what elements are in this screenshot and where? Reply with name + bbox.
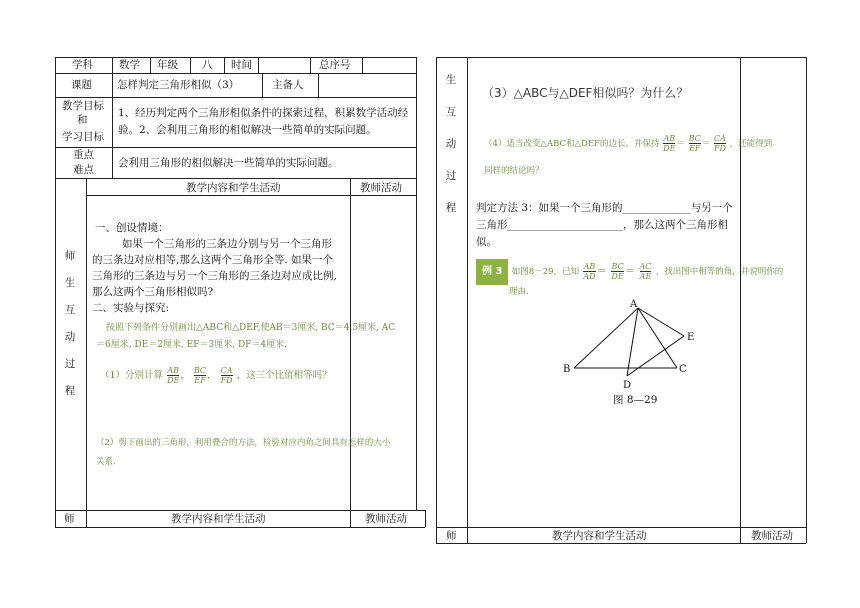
question-1-suffix: ，这三个比值相等吗？ xyxy=(236,370,332,381)
footer-side-label: 师 xyxy=(446,530,457,542)
segment-ab xyxy=(574,308,638,368)
example-prefix: 如图8－29，已知 xyxy=(511,267,580,277)
side-char: 动 xyxy=(64,331,76,343)
question-4: （4）适当改变△ABC和△DEF的边长，并保持 $\frac{AB}{DE}$ ＝ $\frac{BC}{EF}$ ＝ $\frac{CA}{FD}$ ，还能得到 xyxy=(484,134,773,153)
teacher-column-header: 教师活动 xyxy=(360,182,402,194)
goals-line-2: 验。2、会利用三角形的相似解决一些简单的实际问题。 xyxy=(118,124,377,136)
question-1-prefix: （1）分别计算 xyxy=(100,370,164,381)
fraction-ac-ae: $\frac{AC}{AE}$ xyxy=(639,261,652,281)
side-char: 生 xyxy=(445,74,457,86)
segment-ad xyxy=(627,308,638,376)
grade-value: 八 xyxy=(202,59,213,71)
question-4-line-2: 同样的结论吗？ xyxy=(484,166,544,176)
fraction-bc-ef: $\frac{BC}{EF}$ xyxy=(688,134,701,153)
sequence-label: 总序号 xyxy=(319,59,351,71)
example-line-2: 理由. xyxy=(509,287,529,297)
key-label-1: 重点 xyxy=(73,149,94,161)
point-a-label: A xyxy=(630,299,638,310)
grade-label: 年级 xyxy=(157,59,178,71)
section-1-line-4: 那么这两个三角形相似吗? xyxy=(92,286,214,298)
segment-ae xyxy=(638,308,684,336)
fraction-ab-de: $\frac{AB}{DE}$ xyxy=(663,134,676,153)
goals-label-2: 和 xyxy=(77,114,88,126)
topic-label: 课题 xyxy=(71,79,92,91)
task-line-1: 按照下列条件分别画出△ABC和△DEF,使AB＝3厘米, BC＝4.5厘米, AC xyxy=(106,323,396,333)
left-side-label xyxy=(60,248,80,410)
key-label-2: 难点 xyxy=(73,164,94,176)
topic-value: 怎样判定三角形相似（3） xyxy=(117,79,240,91)
fraction-ca-fd: $\frac{CA}{FD}$ xyxy=(220,366,233,385)
side-char: 互 xyxy=(64,304,76,316)
side-char: 过 xyxy=(445,170,457,182)
goals-line-1: 1、经历判定两个三角形相似条件的探索过程，积累数学活动经 xyxy=(118,107,409,119)
section-1-line-2: 的三条边对应相等,那么这两个三角形全等. 如果一个 xyxy=(92,254,334,266)
side-char: 程 xyxy=(445,202,457,214)
side-char: 程 xyxy=(64,385,76,397)
section-2-title: 二、实验与探究: xyxy=(92,302,170,314)
subject-value: 数学 xyxy=(119,59,140,71)
side-char: 互 xyxy=(445,106,457,118)
question-2-line-1: （2）剪下画出的三角形，利用叠合的方法，检验对应内角之间具有怎样的大小 xyxy=(96,438,391,448)
fraction-ca-fd: $\frac{CA}{FD}$ xyxy=(713,134,726,153)
segment-de xyxy=(627,336,684,376)
subject-label: 学科 xyxy=(72,59,93,71)
question-1: （1）分别计算 $\frac{AB}{DE}$ ， $\frac{BC}{EF}$ ， $\frac{CA}{FD}$ ，这三个比值相等吗？ xyxy=(100,366,332,385)
question-4-suffix: ，还能得到 xyxy=(729,139,773,149)
task-line-2: ＝6厘米, DE＝2厘米, EF＝3厘米, DF＝4厘米. xyxy=(96,340,287,350)
goals-label-3: 学习目标 xyxy=(62,131,104,143)
footer-teacher-header: 教师活动 xyxy=(365,513,407,525)
side-char: 生 xyxy=(64,277,76,289)
point-e-label: E xyxy=(687,332,695,343)
point-d-label: D xyxy=(623,380,632,390)
method-line-1: 判定方法 3：如果一个三角形的_____________与另一个 xyxy=(476,202,733,214)
right-side-label xyxy=(441,72,461,232)
point-b-label: B xyxy=(563,364,571,375)
question-4-prefix: （4）适当改变△ABC和△DEF的边长，并保持 xyxy=(484,139,660,149)
question-3: （3）△ABC与△DEF相似吗？为什么？ xyxy=(482,86,689,100)
footer-content-header: 教学内容和学生活动 xyxy=(171,513,266,525)
side-char: 动 xyxy=(445,138,457,150)
fraction-bc-ef: $\frac{BC}{EF}$ xyxy=(193,366,207,385)
question-2-line-2: 关系. xyxy=(96,457,116,467)
example-3: 例 3 如图8－29，已知 $\frac{AB}{AD}$ ＝ $\frac{BC}{DE}$ ＝ $\frac{AC}{AE}$ ，找出图中相等的角，并说明你的 xyxy=(476,259,783,285)
method-line-2: 三角形______________________，那么这两个三角形相 xyxy=(476,219,728,231)
triangle-figure xyxy=(560,298,710,390)
example-suffix: ，找出图中相等的角，并说明你的 xyxy=(655,267,784,277)
figure-caption: 图 8—29 xyxy=(613,394,658,406)
point-c-label: C xyxy=(679,364,687,375)
side-char: 过 xyxy=(64,358,76,370)
side-char: 师 xyxy=(64,250,76,262)
fraction-ab-de: $\frac{AB}{DE}$ xyxy=(167,366,180,385)
section-1-line-1: 如果一个三角形的三条边分别与另一个三角形 xyxy=(122,238,332,250)
example-badge: 例 3 xyxy=(476,259,508,285)
method-line-3: 似。 xyxy=(476,236,497,248)
goals-label-1: 教学目标 xyxy=(62,100,104,112)
fraction-bc-de: $\frac{BC}{DE}$ xyxy=(611,261,624,281)
section-1-line-3: 三角形的三条边与另一个三角形的三条边对应成比例, xyxy=(92,270,337,282)
time-label: 时间 xyxy=(231,59,252,71)
content-column-header: 教学内容和学生活动 xyxy=(186,182,281,194)
segment-ac xyxy=(638,308,677,368)
section-1-title: 一、创设情境： xyxy=(95,222,169,234)
key-text: 会利用三角形的相似解决一些简单的实际问题。 xyxy=(118,157,339,169)
footer-teacher-header: 教师活动 xyxy=(751,530,793,542)
footer-content-header: 教学内容和学生活动 xyxy=(552,530,647,542)
fraction-ab-ad: $\frac{AB}{AD}$ xyxy=(583,261,596,281)
footer-side-label: 师 xyxy=(64,513,75,525)
preparer-label: 主备人 xyxy=(272,79,304,91)
